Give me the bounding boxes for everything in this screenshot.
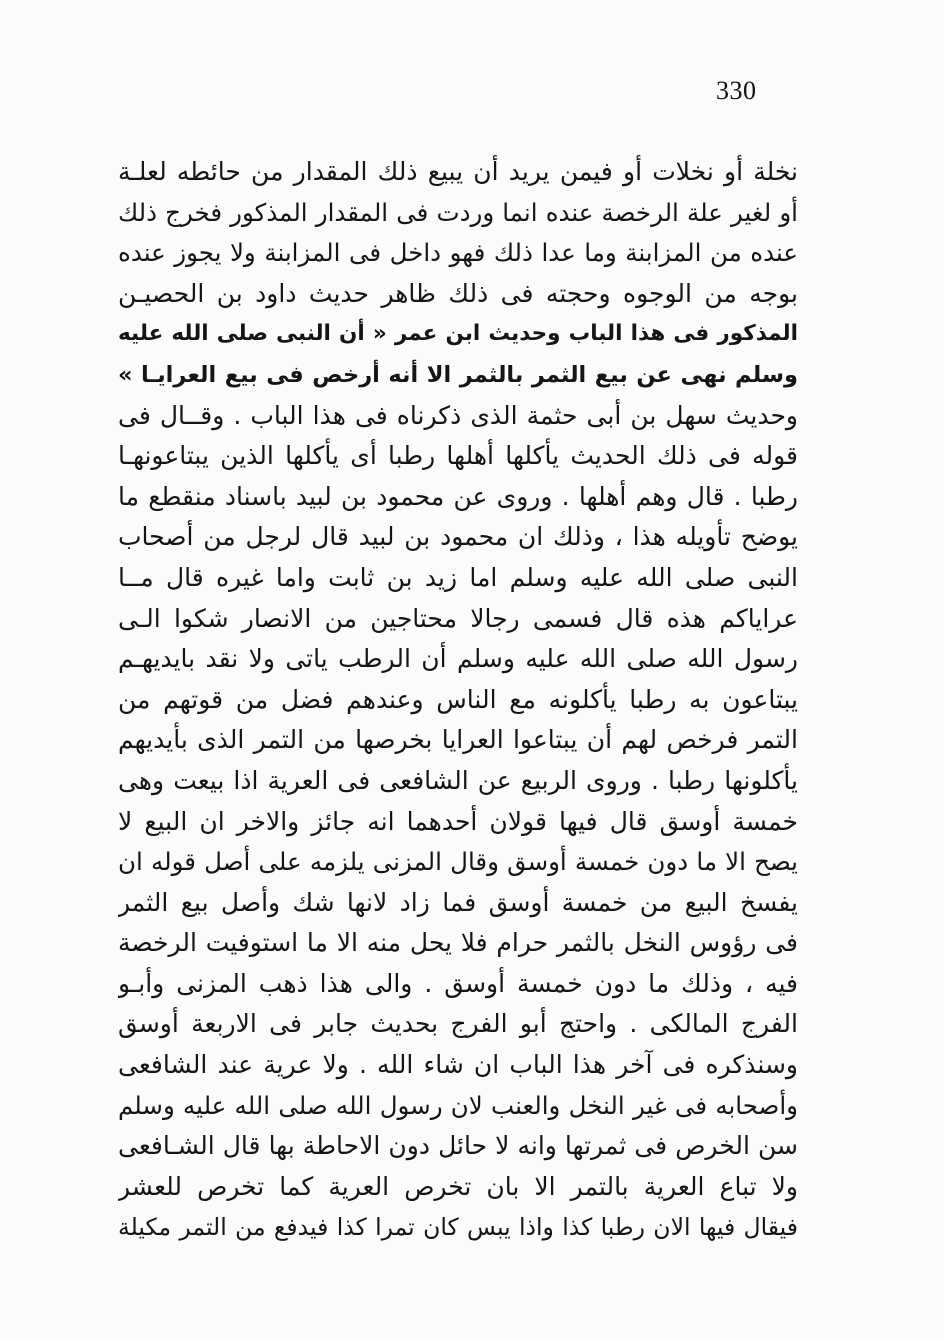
text-line-13: رسول الله صلى الله عليه وسلم أن الرطب ياتى ولا نقد بايديهـم — [118, 644, 798, 674]
text-line-15: التمر فرخص لهم أن يبتاعوا العرايا بخرصها من التمر الذى بأيديهم — [118, 725, 798, 755]
text-line-12: عراياكم هذه قال فسمى رجالا محتاجين من الانصار شكوا الـى — [118, 603, 798, 633]
text-line-22: الفرج المالكى . واحتج أبو الفرج بحديث جابر فى الاربعة أوسق — [118, 1009, 798, 1039]
text-line-21: فيه ، وذلك ما دون خمسة أوسق . والى هذا ذهب المزنى وأبـو — [118, 968, 798, 998]
text-line-26: ولا تباع العرية بالتمر الا بان تخرص العرية كما تخرص للعشر — [118, 1171, 798, 1201]
text-line-9: رطبا . قال وهم أهلها . وروى عن محمود بن لبيد باسناد منقطع ما — [118, 481, 798, 511]
text-line-14: يبتاعون به رطبا يأكلونه مع الناس وعندهم فضل من قوتهم من — [118, 684, 798, 714]
text-line-27: فيقال فيها الان رطبا كذا واذا يبس كان تمرا كذا فيدفع من التمر مكيلة — [118, 1213, 798, 1242]
text-line-2: أو لغير علة الرخصة عنده انما وردت فى المقدار المذكور فخرج ذلك — [118, 197, 798, 227]
text-line-25: سن الخرص فى ثمرتها وانه لا حائل دون الاحاطة بها قال الشـافعى — [118, 1131, 798, 1161]
text-line-8: قوله فى ذلك الحديث يأكلها أهلها رطبا أى يأكلها الذين يبتاعونهـا — [118, 441, 798, 471]
text-line-20: فى رؤوس النخل بالثمر حرام فلا يحل منه الا ما استوفيت الرخصة — [118, 928, 798, 958]
text-line-10: يوضح تأويله هذا ، وذلك ان محمود بن لبيد قال لرجل من أصحاب — [118, 522, 798, 552]
text-line-5: المذكور فى هذا الباب وحديث ابن عمر « أن النبى صلى الله عليه — [118, 321, 798, 347]
text-line-4: بوجه من الوجوه وحجته فى ذلك ظاهر حديث داود بن الحصيـن — [118, 278, 798, 308]
text-line-11: النبى صلى الله عليه وسلم اما زيد بن ثابت واما غيره قال مــا — [118, 562, 798, 592]
text-line-17: خمسة أوسق قال فيها قولان أحدهما انه جائز والاخر ان البيع لا — [118, 806, 798, 836]
text-line-16: يأكلونها رطبا . وروى الربيع عن الشافعى فى العرية اذا بيعت وهى — [118, 765, 798, 795]
text-line-7: وحديث سهل بن أبى حثمة الذى ذكرناه فى هذا الباب . وقــال فى — [118, 400, 798, 430]
body-text — [118, 152, 798, 1248]
text-line-18: يصح الا ما دون خمسة أوسق وقال المزنى يلزمه على أصل قوله ان — [118, 847, 798, 877]
text-line-19: يفسخ البيع من خمسة أوسق فما زاد لانها شك وأصل بيع الثمر — [118, 887, 798, 917]
text-line-1: نخلة أو نخلات أو فيمن يريد أن يبيع ذلك المقدار من حائطه لعلـة — [118, 157, 798, 186]
text-line-24: وأصحابه فى غير النخل والعنب لان رسول الله صلى الله عليه وسلم — [118, 1090, 798, 1120]
text-line-6: وسلم نهى عن بيع الثمر بالثمر الا أنه أرخص فى بيع العرايـا » — [118, 361, 798, 388]
text-line-3: عنده من المزابنة وما عدا ذلك فهو داخل فى المزابنة ولا يجوز عنده — [118, 238, 798, 268]
page-number: 330 — [716, 76, 757, 105]
text-line-23: وسنذكره فى آخر هذا الباب ان شاء الله . ولا عرية عند الشافعى — [118, 1050, 798, 1080]
